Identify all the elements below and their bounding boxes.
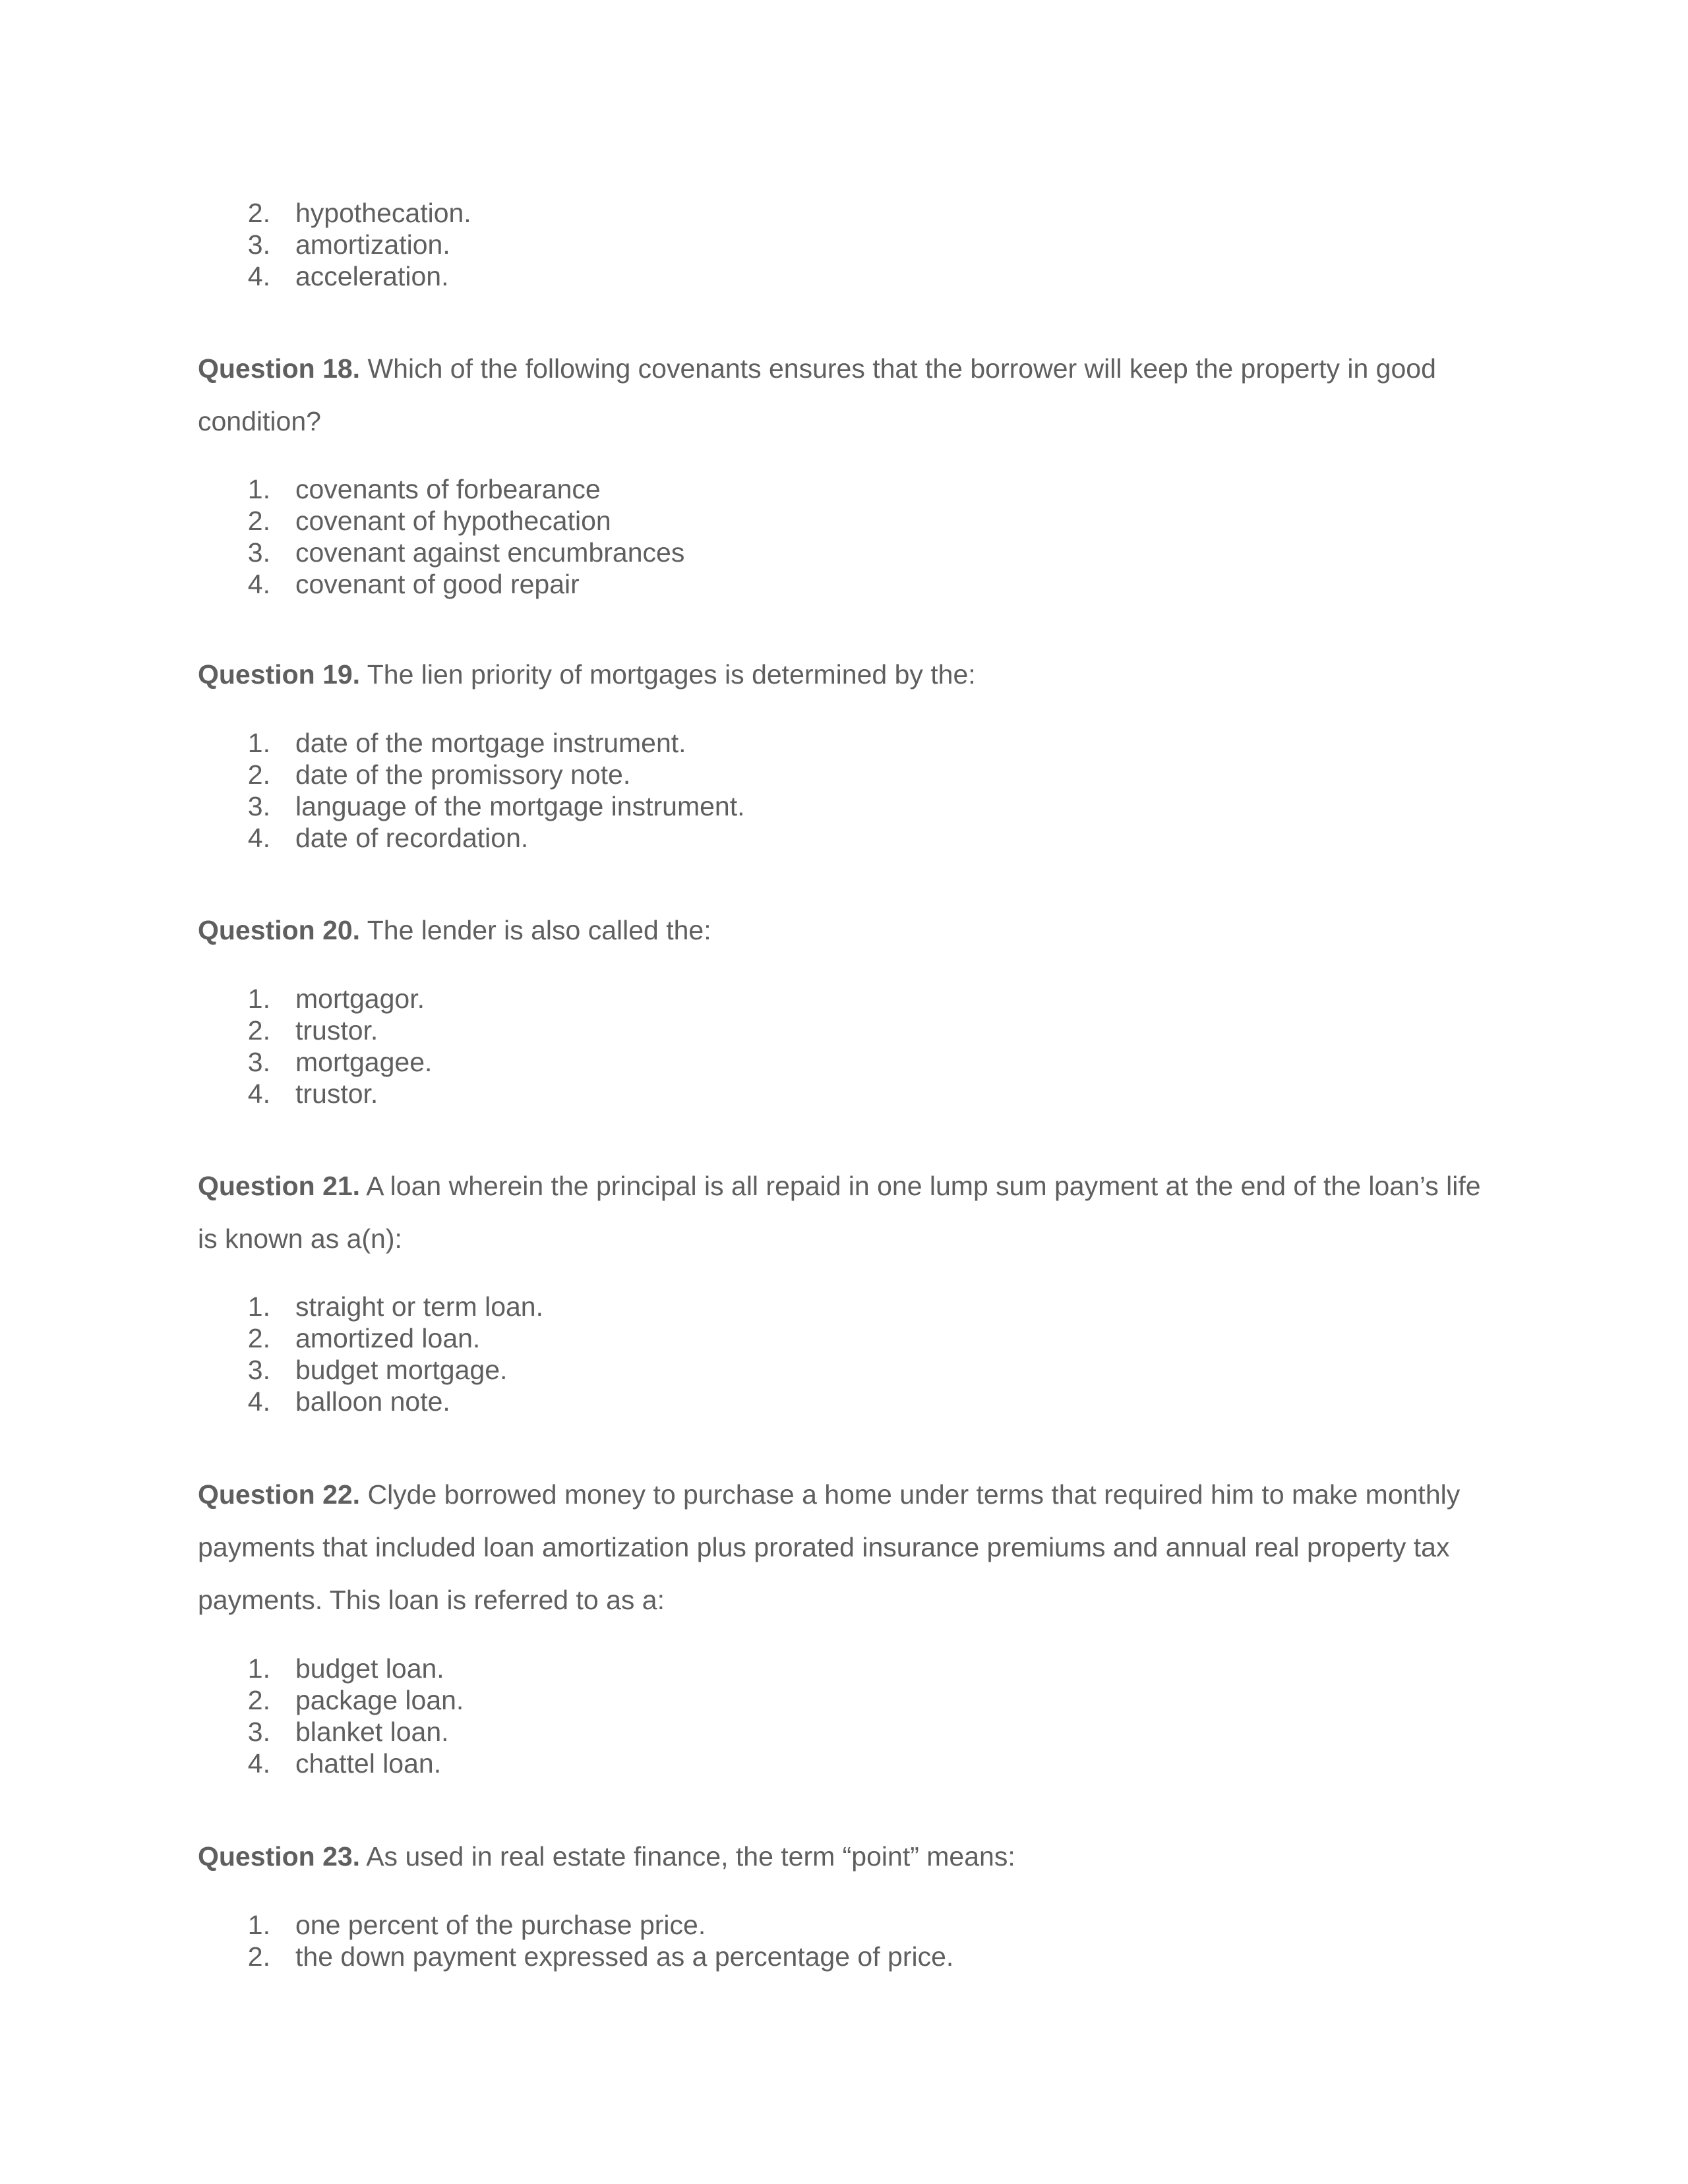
- option-text: trustor.: [295, 1078, 378, 1109]
- option-number: 1.: [247, 1910, 270, 1940]
- question-text: [198, 648, 1490, 701]
- option-item: [0, 1684, 1688, 1716]
- option-number: 2.: [247, 198, 270, 228]
- question-body: The lien priority of mortgages is determined by the:: [367, 659, 976, 690]
- option-text: amortized loan.: [295, 1323, 481, 1353]
- option-item: [0, 1909, 1688, 1941]
- option-number: 4.: [247, 1386, 270, 1417]
- option-number: 2.: [247, 506, 270, 536]
- option-item: [0, 1015, 1688, 1046]
- option-item: [0, 197, 1688, 229]
- question-label: Question 18.: [198, 353, 361, 384]
- option-item: [0, 1046, 1688, 1078]
- option-item: [0, 1291, 1688, 1322]
- option-item: [0, 727, 1688, 759]
- question-text: [198, 342, 1490, 448]
- option-text: straight or term loan.: [295, 1291, 543, 1322]
- option-item: [0, 505, 1688, 537]
- option-item: [0, 759, 1688, 790]
- option-text: covenant against encumbrances: [295, 537, 685, 568]
- option-item: [0, 983, 1688, 1015]
- question-body: Clyde borrowed money to purchase a home under terms that required him to make monthly payments that included loan amortization plus prorated insurance premiums and annual real property tax payments. This loan is referred to as a:: [198, 1479, 1461, 1615]
- option-item: [0, 473, 1688, 505]
- question-text: [198, 904, 1490, 957]
- option-item: [0, 1322, 1688, 1354]
- option-number: 3.: [247, 791, 270, 821]
- option-text: date of recordation.: [295, 823, 529, 853]
- option-text: date of the mortgage instrument.: [295, 728, 686, 758]
- option-number: 4.: [247, 569, 270, 599]
- option-text: budget mortgage.: [295, 1355, 508, 1385]
- question-label: Question 22.: [198, 1479, 361, 1510]
- option-number: 2.: [247, 1685, 270, 1715]
- option-list: [0, 1653, 1688, 1779]
- option-text: balloon note.: [295, 1386, 450, 1417]
- option-item: [0, 229, 1688, 260]
- question-body: As used in real estate finance, the term “point” means:: [366, 1841, 1015, 1872]
- option-text: budget loan.: [295, 1653, 444, 1684]
- option-text: covenant of hypothecation: [295, 506, 611, 536]
- question-text: [198, 1468, 1490, 1626]
- option-number: 1.: [247, 984, 270, 1014]
- option-item: [0, 1386, 1688, 1417]
- option-text: date of the promissory note.: [295, 759, 631, 790]
- option-text: covenants of forbearance: [295, 474, 601, 504]
- option-number: 2.: [247, 1323, 270, 1353]
- option-text: mortgagor.: [295, 984, 425, 1014]
- option-number: 3.: [247, 1047, 270, 1077]
- option-number: 1.: [247, 1291, 270, 1322]
- option-number: 4.: [247, 1078, 270, 1109]
- option-number: 2.: [247, 1015, 270, 1046]
- option-item: [0, 568, 1688, 600]
- question-text: [198, 1830, 1490, 1883]
- option-number: 3.: [247, 1717, 270, 1747]
- option-number: 2.: [247, 759, 270, 790]
- option-list: [0, 727, 1688, 854]
- option-text: one percent of the purchase price.: [295, 1910, 706, 1940]
- option-text: language of the mortgage instrument.: [295, 791, 745, 821]
- question-label: Question 20.: [198, 915, 361, 945]
- option-item: [0, 1716, 1688, 1748]
- option-text: hypothecation.: [295, 198, 471, 228]
- option-text: mortgagee.: [295, 1047, 433, 1077]
- option-number: 3.: [247, 537, 270, 568]
- option-number: 3.: [247, 1355, 270, 1385]
- option-item: [0, 537, 1688, 568]
- option-text: amortization.: [295, 229, 450, 260]
- option-text: trustor.: [295, 1015, 378, 1046]
- option-number: 4.: [247, 1748, 270, 1779]
- option-list: [0, 983, 1688, 1109]
- option-number: 2.: [247, 1941, 270, 1972]
- option-number: 1.: [247, 474, 270, 504]
- option-text: blanket loan.: [295, 1717, 449, 1747]
- continued-option-list: [0, 197, 1688, 292]
- option-list: [0, 1291, 1688, 1417]
- question-label: Question 21.: [198, 1171, 361, 1201]
- question-label: Question 19.: [198, 659, 361, 690]
- option-item: [0, 1354, 1688, 1386]
- question-label: Question 23.: [198, 1841, 361, 1872]
- question-body: The lender is also called the:: [367, 915, 711, 945]
- question-body: Which of the following covenants ensures that the borrower will keep the property in good condition?: [198, 353, 1436, 436]
- option-text: chattel loan.: [295, 1748, 442, 1779]
- option-text: covenant of good repair: [295, 569, 580, 599]
- option-number: 3.: [247, 229, 270, 260]
- option-text: the down payment expressed as a percentage of price.: [295, 1941, 954, 1972]
- option-number: 4.: [247, 823, 270, 853]
- option-item: [0, 1078, 1688, 1109]
- option-list: [0, 473, 1688, 600]
- question-text: [198, 1160, 1490, 1265]
- option-item: [0, 1653, 1688, 1684]
- question-body: A loan wherein the principal is all repaid in one lump sum payment at the end of the loan’s life is known as a(n):: [198, 1171, 1481, 1254]
- option-text: package loan.: [295, 1685, 464, 1715]
- option-item: [0, 790, 1688, 822]
- option-number: 4.: [247, 261, 270, 291]
- option-text: acceleration.: [295, 261, 449, 291]
- option-item: [0, 1941, 1688, 1972]
- option-item: [0, 1748, 1688, 1779]
- option-list: [0, 1909, 1688, 1972]
- option-item: [0, 260, 1688, 292]
- option-number: 1.: [247, 728, 270, 758]
- option-item: [0, 822, 1688, 854]
- option-number: 1.: [247, 1653, 270, 1684]
